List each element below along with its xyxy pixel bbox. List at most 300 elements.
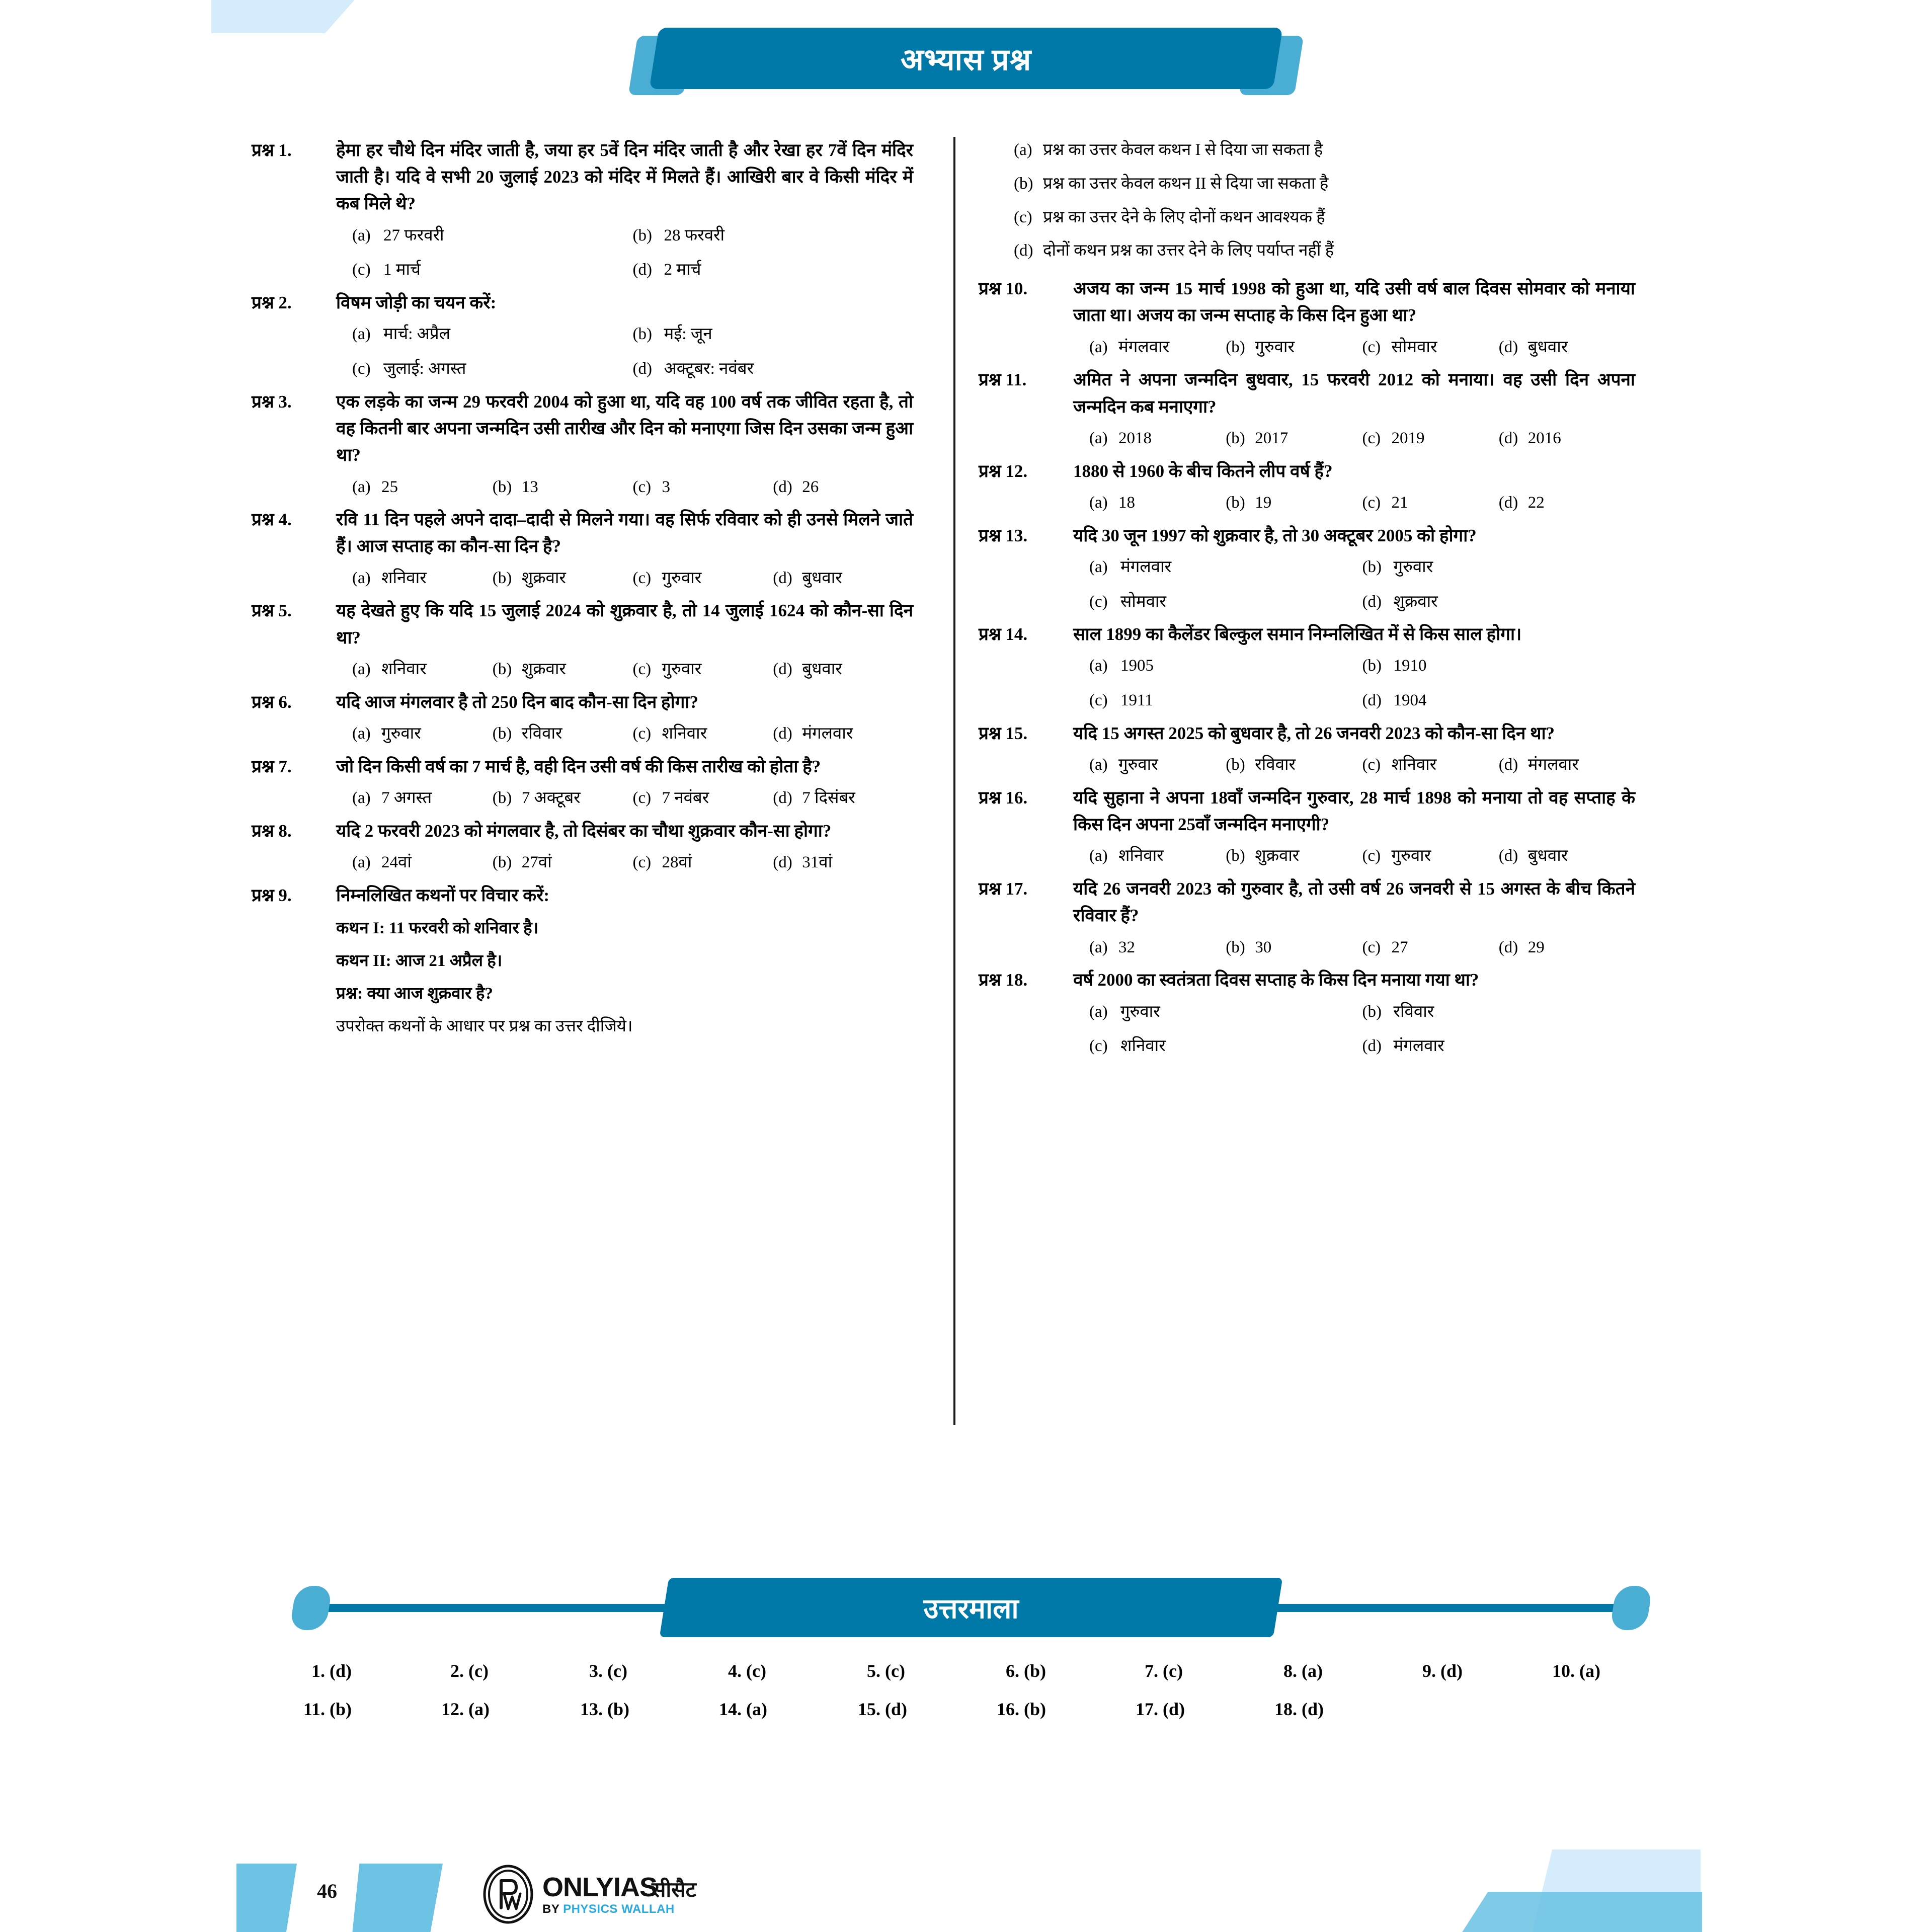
option-text: 1904 [1393,691,1427,710]
question-item [252,388,913,469]
option-c[interactable] [1362,934,1499,961]
answer-value: (c) [1163,1661,1183,1681]
answer-key-cap-right [1609,1586,1653,1630]
option-key: (b) [492,477,512,496]
question-item [979,522,1635,549]
option-text: 1910 [1393,657,1427,675]
answer-value: (d) [1163,1699,1185,1719]
option-text: 28वां [662,853,692,871]
answer-number: 7. [1145,1661,1158,1681]
physics-wallah-pw-icon [483,1865,533,1924]
option-key: (a) [1089,493,1108,512]
option-d[interactable] [1014,237,1635,264]
option-d[interactable] [773,474,913,501]
option-key: (c) [632,853,652,871]
option-text: गुरुवार [1255,338,1295,356]
option-text: गुरुवार [1118,756,1158,774]
option-text: 21 [1391,493,1408,512]
option-b[interactable] [1226,934,1362,961]
option-key: (d) [773,660,792,678]
answer-number: 14. [719,1699,742,1719]
question-text: यदि 30 जून 1997 को शुक्रवार है, तो 30 अक्टूबर 2005 को होगा? [1073,525,1477,545]
option-key: (d) [632,261,652,279]
option-key: (b) [492,569,512,587]
decorative-shape-bottom-right-2 [1462,1892,1702,1932]
question-label: प्रश्न 12. [979,461,1028,481]
answer-cell [1532,1660,1670,1681]
option-b[interactable] [493,565,633,592]
questions-column-right [943,137,1635,1445]
answer-number: 18. [1274,1699,1297,1719]
question-item [252,753,913,780]
brand-tagline-by: BY [542,1902,559,1916]
option-a[interactable] [352,321,633,348]
options-group [352,565,913,592]
answer-key-title: उत्तरमाला [923,1593,1019,1624]
option-key: (c) [1089,1037,1108,1056]
option-key: (a) [352,226,371,245]
question-label: प्रश्न 6. [252,692,292,712]
option-d[interactable] [1499,843,1635,869]
option-key: (a) [1089,429,1108,447]
question-item [252,882,913,909]
answer-value: (a) [468,1699,490,1719]
option-key: (d) [773,724,792,743]
option-key: (d) [1498,493,1518,512]
question-label: प्रश्न 5. [252,601,292,621]
option-a[interactable] [1089,999,1362,1025]
option-b[interactable] [1362,653,1636,679]
question-item [252,289,913,316]
brand-tagline [542,1903,675,1915]
statement-1: कथन I: 11 फरवरी को शनिवार है। [336,919,539,937]
option-a[interactable] [1089,334,1226,361]
option-a[interactable] [352,785,493,812]
option-b[interactable] [1226,334,1362,361]
option-key: (b) [1226,429,1245,447]
question-label: प्रश्न 7. [252,756,292,776]
answer-value: (d) [885,1699,907,1719]
option-b[interactable] [493,720,633,747]
option-key: (d) [773,569,792,587]
options-group [352,321,913,382]
option-text: शुक्रवार [1255,847,1300,865]
option-text: सोमवार [1120,592,1166,611]
option-key: (d) [632,360,652,378]
option-key: (d) [1498,429,1518,447]
option-a[interactable] [352,720,493,747]
option-d[interactable] [633,356,914,382]
option-key: (a) [352,325,371,344]
option-text: मंगलवार [1527,756,1579,774]
option-b[interactable] [633,321,914,348]
option-text: गुरुवार [1391,847,1431,865]
option-key: (d) [1362,592,1382,611]
answer-number: 17. [1136,1699,1158,1719]
question-text: यह देखते हुए कि यदि 15 जुलाई 2024 को शुक्रवार है, तो 14 जुलाई 1624 को कौन-सा दिन था? [336,601,913,648]
option-key: (c) [632,660,652,678]
option-c[interactable] [1362,334,1499,361]
option-key: (d) [1498,938,1518,956]
question-label: प्रश्न 16. [979,788,1028,808]
question-text: निम्नलिखित कथनों पर विचार करें: [336,885,550,905]
options-group [1089,334,1635,361]
answer-number: 6. [1006,1661,1019,1681]
option-key: (d) [773,477,792,496]
option-b[interactable] [493,656,633,683]
option-key: (b) [1226,338,1245,356]
answer-cell [698,1699,837,1720]
question-text: हेमा हर चौथे दिन मंदिर जाती है, जया हर 5वें दिन मंदिर जाती है और रेखा हर 7वें दिन मंदिर जाती है। यदि वे सभी 20 जुलाई 2023 को मंदिर में मिलते हैं। आखिरी बार वे किसी मंदिर में कब मिले थे? [336,140,913,214]
question-item [252,506,913,559]
question-label: प्रश्न 3. [252,391,292,412]
question-text: यदि 2 फरवरी 2023 को मंगलवार है, तो दिसंबर का चौथा शुक्रवार कौन-सा होगा? [336,821,832,841]
option-text: 25 [381,477,398,496]
option-text: 3 [662,477,670,496]
option-d[interactable] [633,257,914,283]
option-text: शुक्रवार [1393,592,1438,611]
question-item [252,597,913,651]
option-d[interactable] [1499,934,1635,961]
option-text: 2018 [1118,429,1152,447]
option-text: गुरुवार [1393,557,1433,576]
option-b[interactable] [1226,752,1362,778]
answer-number: 11. [303,1699,325,1719]
option-b[interactable] [1226,843,1362,869]
option-b[interactable] [1226,490,1362,516]
option-key: (d) [1498,756,1518,774]
option-a[interactable] [352,474,493,501]
option-text: रविवार [1393,1002,1434,1021]
answer-number: 15. [858,1699,880,1719]
option-text: शनिवार [662,724,707,743]
options-group [352,849,913,876]
option-d[interactable] [773,849,913,876]
option-a[interactable] [1089,490,1226,516]
question-item [252,137,913,217]
question-text: अजय का जन्म 15 मार्च 1998 को हुआ था, यदि उसी वर्ष बाल दिवस सोमवार को मनाया जाता था। अजय का जन्म सप्ताह के किस दिन हुआ था? [1073,279,1635,326]
option-a[interactable] [352,222,633,249]
option-c[interactable] [352,257,633,283]
option-text: 1911 [1120,691,1153,710]
option-key: (a) [1089,657,1108,675]
option-c[interactable] [1362,752,1499,778]
option-a[interactable] [352,849,493,876]
answer-value: (d) [330,1661,352,1681]
option-key: (d) [773,788,792,807]
question-text: विषम जोड़ी का चयन करें: [336,293,497,313]
option-key: (a) [352,724,371,743]
option-key: (d) [1362,691,1382,710]
option-key: (b) [1362,557,1382,576]
option-text: शनिवार [1391,756,1437,774]
option-d[interactable] [1362,589,1636,615]
option-key: (c) [1089,691,1108,710]
option-a[interactable] [1089,752,1226,778]
decorative-shape-bottom-left-1 [236,1864,297,1932]
option-text: 1 मार्च [383,261,421,279]
answer-number: 16. [997,1699,1019,1719]
option-c[interactable] [1362,843,1499,869]
option-text: प्रश्न का उत्तर देने के लिए दोनों कथन आवश्यक हैं [1043,208,1325,226]
option-d[interactable] [773,565,913,592]
answer-value: (d) [1302,1699,1324,1719]
option-c[interactable] [633,785,773,812]
options-group [352,474,913,501]
question-item [979,720,1635,747]
statement-2: कथन II: आज 21 अप्रैल है। [336,951,503,970]
answer-number: 8. [1283,1661,1297,1681]
answer-cell [559,1699,698,1720]
question-item [979,875,1635,929]
question-text: एक लड़के का जन्म 29 फरवरी 2004 को हुआ था, यदि वह 100 वर्ष तक जीवित रहता है, तो वह कितनी बार अपना जन्मदिन उसी तारीख और दिन को मनाएगा जिस दिन उसका जन्म हुआ था? [336,391,913,465]
option-text: 28 फरवरी [664,226,725,245]
statements-block [336,916,913,1040]
option-d[interactable] [1499,490,1635,516]
question-item [252,818,913,844]
answer-value: (c) [746,1661,766,1681]
option-key: (a) [1089,847,1108,865]
answer-cell [282,1660,421,1681]
option-d[interactable] [773,720,913,747]
answer-cell [837,1699,976,1720]
option-text: शनिवार [381,660,427,678]
answer-key-cap-left [289,1586,333,1630]
option-b[interactable] [493,785,633,812]
option-key: (b) [632,226,652,245]
option-text: 2016 [1527,429,1561,447]
option-d[interactable] [1362,687,1636,714]
answer-value: (b) [1024,1699,1046,1719]
option-text: सोमवार [1391,338,1437,356]
option-text: 22 [1527,493,1545,512]
answer-cell [559,1660,698,1681]
answer-cell [1115,1660,1254,1681]
option-key: (b) [1014,174,1033,193]
question-label: प्रश्न 1. [252,140,292,160]
brand-logo [483,1865,675,1924]
option-b[interactable] [1226,425,1362,452]
options-group [1089,554,1635,615]
option-key: (d) [1498,847,1518,865]
answer-key-row [282,1660,1670,1681]
answer-number: 5. [867,1661,880,1681]
option-text: गुरुवार [662,569,702,587]
option-text: शुक्रवार [521,569,566,587]
answer-cell [282,1699,421,1720]
option-text: 29 [1527,938,1545,956]
option-text: गुरुवार [381,724,421,743]
option-key: (c) [1362,847,1381,865]
option-text: जुलाई: अगस्त [383,360,466,378]
option-key: (c) [632,569,652,587]
option-d[interactable] [1362,1033,1636,1060]
option-text: गुरुवार [662,660,702,678]
question-label: प्रश्न 15. [979,723,1028,744]
question-item [979,458,1635,485]
option-key: (c) [1362,429,1381,447]
option-d[interactable] [773,656,913,683]
option-a[interactable] [1089,653,1362,679]
option-key: (a) [1089,756,1108,774]
option-text: मंगलवार [1118,338,1170,356]
option-b[interactable] [493,849,633,876]
question-text: यदि आज मंगलवार है तो 250 दिन बाद कौन-सा दिन होगा? [336,692,698,712]
option-key: (b) [1226,938,1245,956]
option-text: बुधवार [802,569,842,587]
option-text: 2017 [1255,429,1289,447]
answer-cell [1393,1660,1532,1681]
question-item [979,366,1635,420]
chapter-header-banner [654,28,1278,89]
answer-cell [421,1660,559,1681]
option-a[interactable] [1089,934,1226,961]
option-c[interactable] [633,656,773,683]
option-a[interactable] [352,656,493,683]
option-key: (a) [352,569,371,587]
question-text: यदि 15 अगस्त 2025 को बुधवार है, तो 26 जनवरी 2023 को कौन-सा दिन था? [1073,723,1555,744]
answer-cell [1254,1699,1393,1720]
option-c[interactable] [633,474,773,501]
option-c[interactable] [633,720,773,747]
option-key: (b) [1362,657,1382,675]
option-text: 1905 [1120,657,1154,675]
option-c[interactable] [1014,204,1635,231]
option-text: 7 अक्टूबर [521,788,581,807]
option-text: रविवार [1255,756,1296,774]
option-text: बुधवार [1527,338,1568,356]
option-key: (b) [1226,756,1245,774]
option-c[interactable] [1089,1033,1362,1060]
option-key: (b) [1362,1002,1382,1021]
option-key: (c) [1362,338,1381,356]
option-b[interactable] [1362,999,1636,1025]
option-text: 32 [1118,938,1135,956]
option-key: (b) [632,325,652,344]
option-c[interactable] [1089,589,1362,615]
option-key: (a) [352,660,371,678]
option-text: बुधवार [802,660,842,678]
option-a[interactable] [1089,843,1226,869]
options-group [352,656,913,683]
answer-value: (d) [1440,1661,1463,1681]
option-text: 13 [521,477,538,496]
option-a[interactable] [352,565,493,592]
answer-value: (a) [1302,1661,1323,1681]
options-group [352,222,913,284]
question-item [252,689,913,715]
question-label: प्रश्न 2. [252,293,292,313]
answer-number: 10. [1552,1661,1575,1681]
options-group [1089,843,1635,869]
option-key: (c) [1362,756,1381,774]
answer-value: (a) [746,1699,767,1719]
answer-cell [837,1660,976,1681]
options-group [1089,490,1635,516]
option-key: (d) [1362,1037,1382,1056]
option-c[interactable] [1089,687,1362,714]
answer-cell [1254,1660,1393,1681]
option-key: (d) [1498,338,1518,356]
option-a[interactable] [1089,425,1226,452]
option-text: गुरुवार [1120,1002,1160,1021]
options-group [1089,752,1635,778]
option-d[interactable] [1499,425,1635,452]
options-group [1089,934,1635,961]
option-text: 27वां [521,853,552,871]
option-b[interactable] [1362,554,1636,581]
answer-number: 12. [441,1699,464,1719]
option-text: 24वां [381,853,412,871]
option-text: मंगलवार [1120,557,1172,576]
option-b[interactable] [1014,171,1635,197]
option-key: (d) [1014,242,1033,260]
question-text: अमित ने अपना जन्मदिन बुधवार, 15 फरवरी 2012 को मनाया। वह उसी दिन अपना जन्मदिन कब मनाएगा? [1073,370,1635,417]
answer-number: 3. [589,1661,603,1681]
statement-question: प्रश्न: क्या आज शुक्रवार है? [336,985,493,1003]
option-c[interactable] [1362,425,1499,452]
answer-number: 1. [311,1661,325,1681]
brand-name: ONLYIAS [542,1872,658,1902]
options-group [1089,653,1635,714]
option-c[interactable] [352,356,633,382]
option-text: दोनों कथन प्रश्न का उत्तर देने के लिए पर्याप्त नहीं हैं [1043,242,1334,260]
option-d[interactable] [1499,334,1635,361]
option-c[interactable] [1362,490,1499,516]
option-a[interactable] [1014,137,1635,164]
option-key: (a) [1089,938,1108,956]
option-b[interactable] [633,222,914,249]
question-label: प्रश्न 4. [252,510,292,530]
answer-value: (b) [607,1699,629,1719]
question-item [979,621,1635,648]
brand-tagline-company: PHYSICS WALLAH [563,1902,675,1916]
option-key: (b) [1226,847,1245,865]
answer-key-banner [282,1580,1660,1636]
option-key: (c) [632,724,652,743]
question-text: वर्ष 2000 का स्वतंत्रता दिवस सप्ताह के किस दिन मनाया गया था? [1073,970,1479,990]
statement-instruction: उपरोक्त कथनों के आधार पर प्रश्न का उत्तर दीजिये। [336,1017,633,1036]
answer-cell [421,1699,559,1720]
option-text: 31वां [802,853,833,871]
answer-value: (c) [607,1661,627,1681]
option-text: 7 नवंबर [662,788,709,807]
question-item [979,784,1635,838]
option-text: मंगलवार [1393,1037,1444,1056]
option-key: (b) [1226,493,1245,512]
answer-cell [1115,1699,1254,1720]
option-text: शुक्रवार [521,660,566,678]
option-text: रविवार [521,724,562,743]
option-c[interactable] [633,565,773,592]
questions-column-left [252,137,943,1445]
question-label: प्रश्न 10. [979,279,1028,299]
options-group-q9 [1014,137,1635,264]
option-key: (c) [352,261,371,279]
option-d[interactable] [773,785,913,812]
answer-value: (c) [885,1661,905,1681]
option-a[interactable] [1089,554,1362,581]
option-key: (a) [352,853,371,871]
option-d[interactable] [1499,752,1635,778]
option-text: 2 मार्च [664,261,701,279]
option-key: (c) [1362,493,1381,512]
option-text: 27 फरवरी [383,226,444,245]
option-c[interactable] [633,849,773,876]
option-b[interactable] [493,474,633,501]
answer-key-row [282,1699,1670,1720]
option-text: 2019 [1391,429,1425,447]
